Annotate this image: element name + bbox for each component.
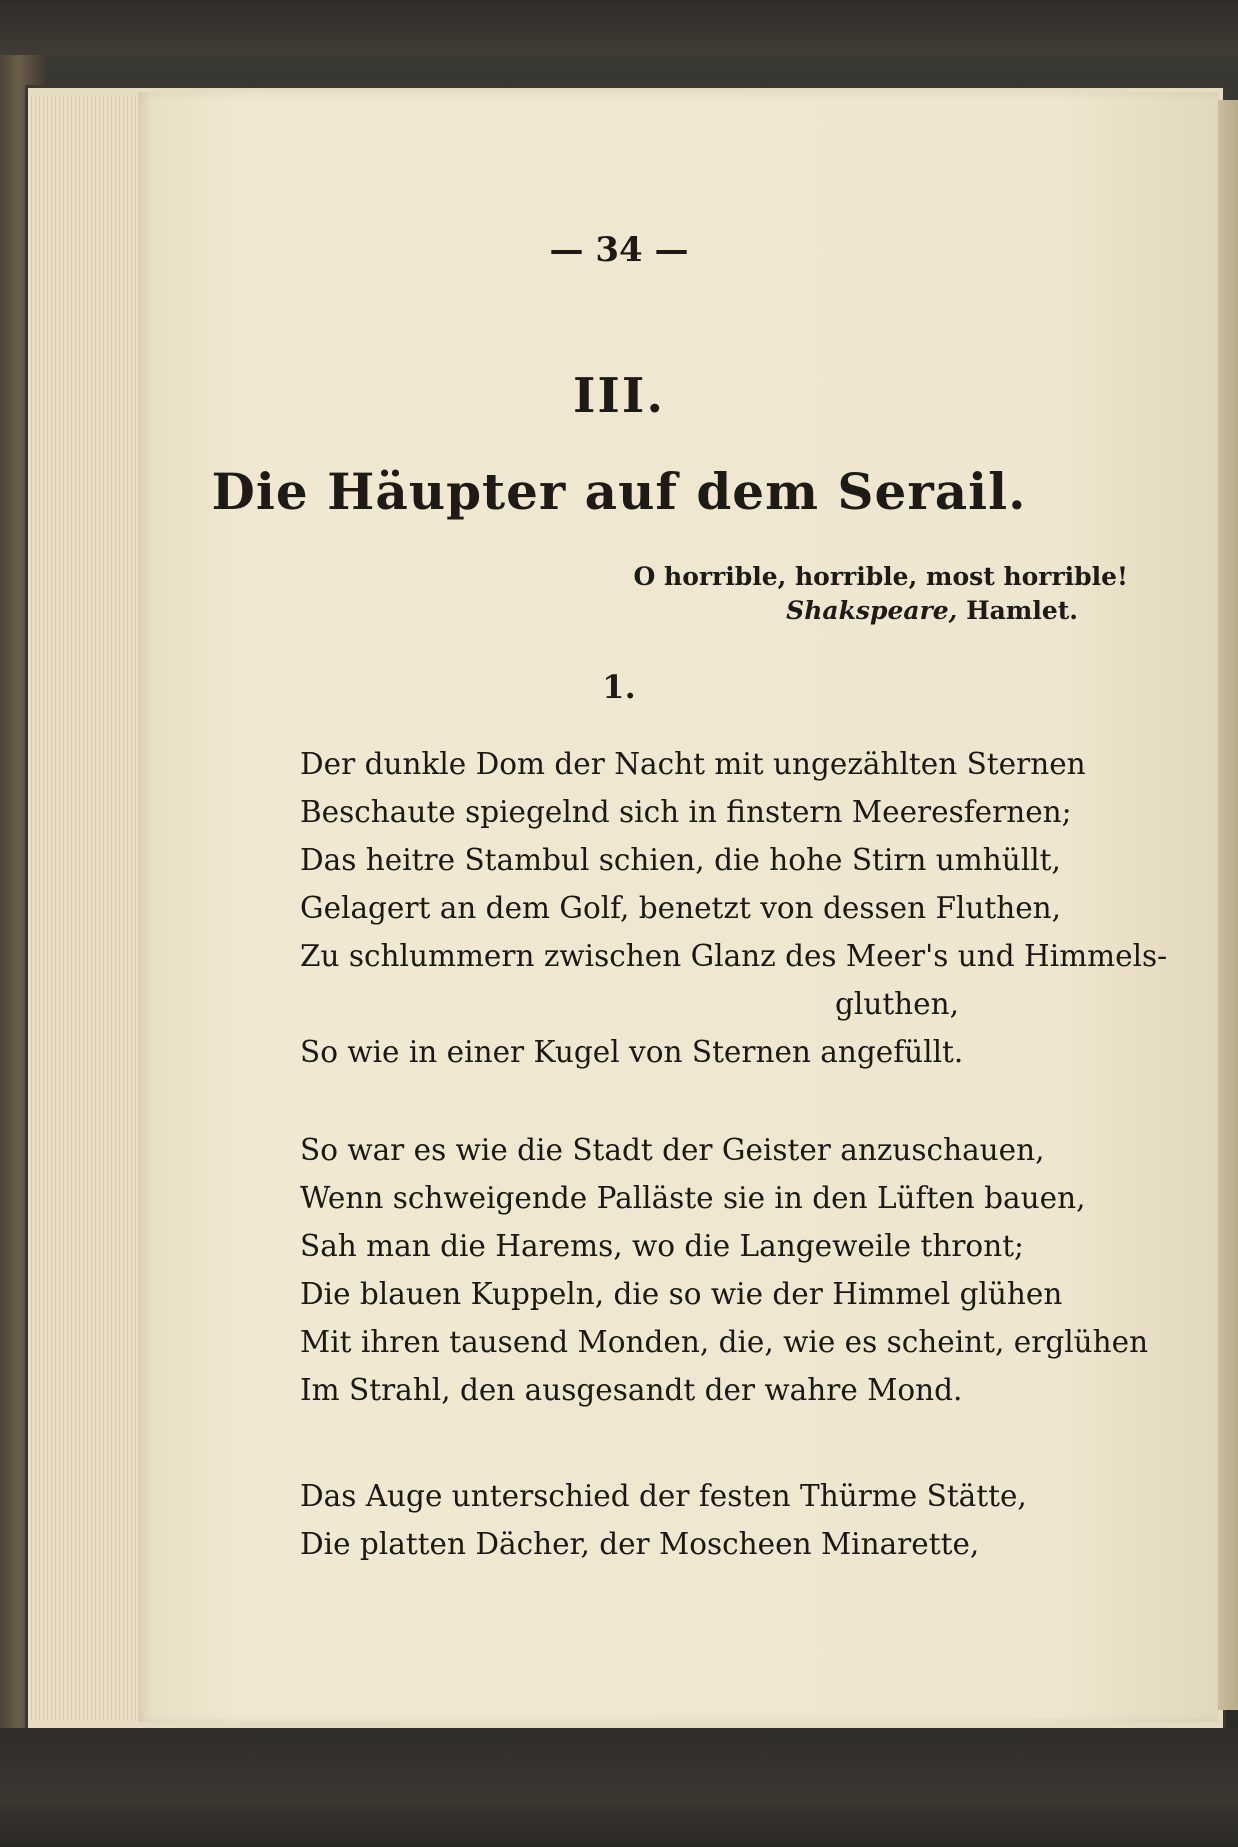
page-number: — 34 — bbox=[549, 230, 689, 270]
verse-line: So wie in einer Kugel von Sternen angefüllt. bbox=[300, 1035, 964, 1069]
motto-attribution bbox=[786, 596, 1078, 625]
scan-background-bottom bbox=[0, 1728, 1238, 1847]
page-stack-edges bbox=[28, 95, 138, 1720]
section-number: 1. bbox=[602, 668, 636, 706]
verse-line: Die blauen Kuppeln, die so wie der Himmel glühen bbox=[300, 1277, 1063, 1311]
verse-line: Die platten Dächer, der Moscheen Minarette, bbox=[300, 1527, 980, 1561]
verse-line: Sah man die Harems, wo die Langeweile thront; bbox=[300, 1229, 1024, 1263]
motto-work: Hamlet. bbox=[957, 596, 1078, 625]
motto-author: Shakspeare, bbox=[786, 596, 958, 625]
motto-quote: O horrible, horrible, most horrible! bbox=[633, 562, 1128, 591]
scan-background-top bbox=[0, 0, 1238, 55]
verse-line: Das heitre Stambul schien, die hohe Stirn umhüllt, bbox=[300, 843, 1061, 877]
chapter-numeral: III. bbox=[572, 368, 666, 424]
verse-line: Der dunkle Dom der Nacht mit ungezählten Sternen bbox=[300, 747, 1086, 781]
chapter-title: Die Häupter auf dem Serail. bbox=[211, 462, 1027, 521]
verse-line: Das Auge unterschied der festen Thürme Stätte, bbox=[300, 1479, 1027, 1513]
verse-line: So war es wie die Stadt der Geister anzuschauen, bbox=[300, 1133, 1045, 1167]
stanza-1 bbox=[300, 742, 1168, 1078]
stanza-3 bbox=[300, 1474, 1130, 1570]
verse-line: Beschaute spiegelnd sich in finstern Meeresfernen; bbox=[300, 795, 1072, 829]
verse-line: Mit ihren tausend Monden, die, wie es scheint, erglühen bbox=[300, 1325, 1149, 1359]
verse-line: Gelagert an dem Golf, benetzt von dessen Fluthen, bbox=[300, 891, 1062, 925]
verse-line: Im Strahl, den ausgesandt der wahre Mond. bbox=[300, 1373, 963, 1407]
verse-line-continuation: gluthen, bbox=[835, 987, 960, 1021]
stanza-2 bbox=[300, 1128, 1149, 1416]
verse-line: Wenn schweigende Palläste sie in den Lüften bauen, bbox=[300, 1181, 1086, 1215]
verse-line: Zu schlummern zwischen Glanz des Meer's und Himmels- bbox=[300, 939, 1168, 973]
